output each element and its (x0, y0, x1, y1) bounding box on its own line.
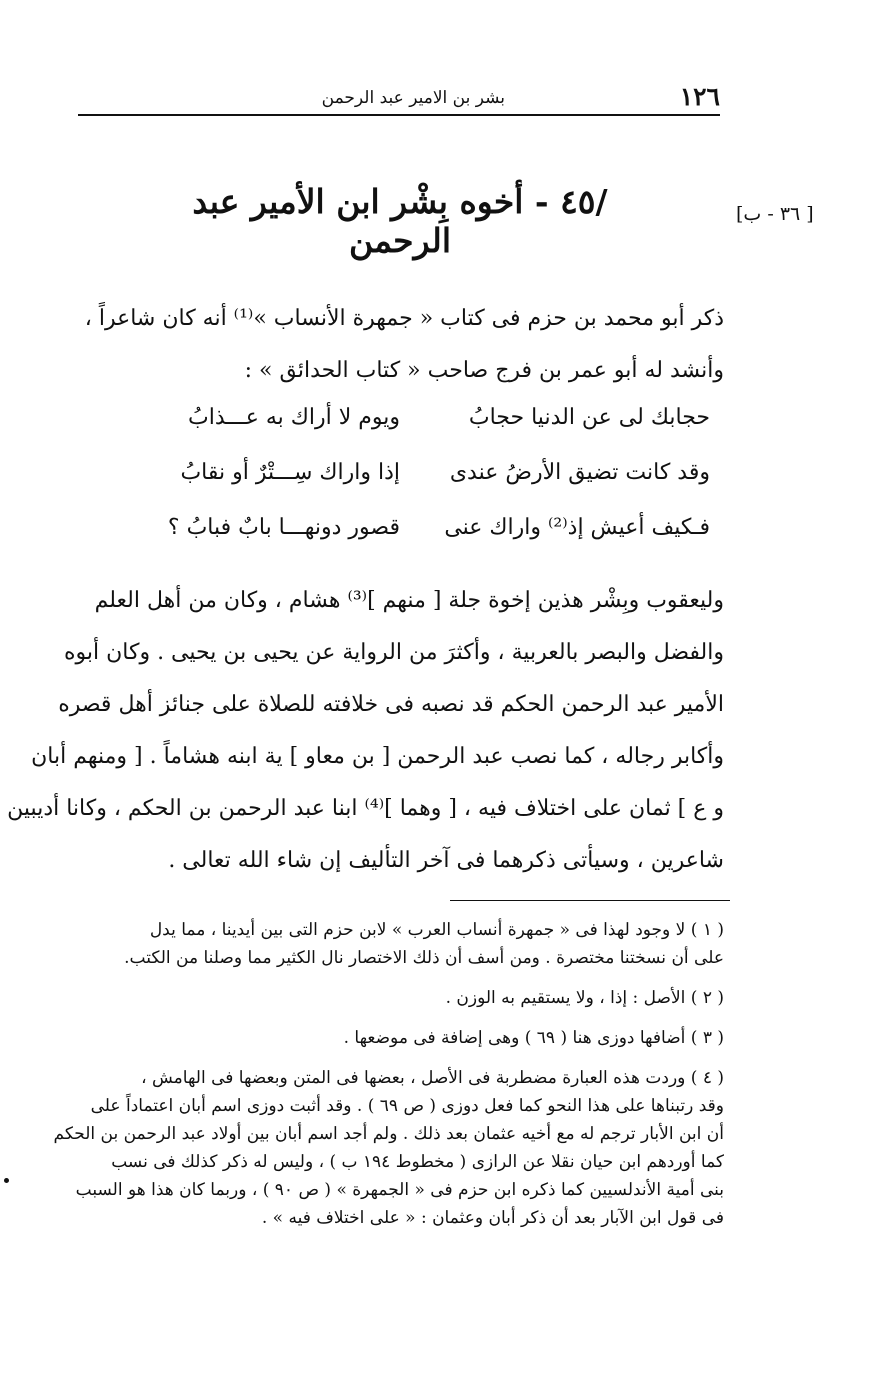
main-line: وأكابر رجاله ، كما نصب عبد الرحمن [ بن معاو ] ية ابنه هشاماً . [ ومنهم أبان (31, 744, 724, 769)
verse (90, 460, 710, 515)
footnote-line: فى قول ابن الآبار بعد أن ذكر أبان وعثمان : « على اختلاف فيه » . (261, 1208, 724, 1228)
chapter-title: /٤٥ - أخوه بِشْر ابن الأمير عبد الرحمن (192, 182, 608, 260)
footnote-line: أن ابن الأبار ترجم له مع أخيه عثمان بعد ذلك . ولم أجد اسم أبان بين أولاد عبد الرحمن بن الحكم (53, 1124, 724, 1144)
main-line: و ع ] ثمان على اختلاف فيه ، [ وهما ]⁽⁴⁾ ابنا عبد الرحمن بن الحكم ، وكانا أديبين (7, 796, 724, 821)
verse-first-hemistich: فـكيف أعيش إذ⁽²⁾ واراك عنى (444, 515, 710, 540)
main-line: والفضل والبصر بالعربية ، وأكثرَ من الرواية عن يحيى بن يحيى . وكان أبوه (64, 640, 724, 665)
main-line: شاعرين ، وسيأتى ذكرهما فى آخر التأليف إن شاء الله تعالى . (168, 848, 724, 873)
footnote-line: وقد رتبناها على هذا النحو كما فعل دوزى ( ص ٦٩ ) . وقد أثبت دوزى اسم أبان اعتماداً على (90, 1096, 724, 1116)
margin-reference: [ ٣٦ - ب] (736, 203, 814, 225)
footnote-line: كما أوردهم ابن حيان نقلا عن الرازى ( مخطوط ١٩٤ ب ) ، وليس له ذكر كذلك فى نسب (111, 1152, 724, 1172)
verse-second-hemistich: إذا واراك سِـــتْرٌ أو نقابُ (180, 460, 400, 485)
verse (90, 405, 710, 460)
footnote-separator (450, 900, 730, 901)
verse-first-hemistich: حجابك لى عن الدنيا حجابُ (468, 405, 710, 430)
running-title: بشر بن الامير عبد الرحمن (321, 88, 505, 108)
verse-first-hemistich: وقد كانت تضيق الأرضُ عندى (449, 460, 710, 485)
main-line: وليعقوب وبِشْر هذين إخوة جلة [ منهم ]⁽³⁾ هشام ، وكان من أهل العلم (94, 588, 724, 613)
poem (90, 405, 710, 570)
main-paragraph (7, 575, 724, 887)
intro-line: وأنشد له أبو عمر بن فرج صاحب « كتاب الحدائق » : (244, 358, 724, 383)
page-number: ١٢٦ (679, 82, 720, 111)
page-header (78, 82, 720, 112)
footnote-line: ( ٤ ) وردت هذه العبارة مضطربة فى الأصل ، بعضها فى المتن وبعضها فى الهامش ، (141, 1068, 724, 1088)
main-line: الأمير عبد الرحمن الحكم قد نصبه فى خلافته للصلاة على جنائز أهل قصره (58, 692, 724, 717)
footnote (56, 984, 724, 1012)
footnote-line: ( ٣ ) أضافها دوزى هنا ( ٦٩ ) وهى إضافة فى موضعها . (343, 1028, 724, 1048)
intro-line: ذكر أبو محمد بن حزم فى كتاب « جمهرة الأنساب »⁽¹⁾ أنه كان شاعراً ، (84, 306, 724, 331)
footnote (56, 1024, 724, 1052)
scan-speck (4, 1178, 9, 1183)
verse-second-hemistich: قصور دونهـــا بابٌ فبابُ ؟ (167, 515, 400, 540)
verse-second-hemistich: ويوم لا أراك به عـــذابُ (188, 405, 400, 430)
footnote (53, 1064, 724, 1232)
intro-paragraph (66, 293, 724, 397)
footnote-line: بنى أمية الأندلسيين كما ذكره ابن حزم فى « الجمهرة » ( ص ٩٠ ) ، وربما كان هذا هو السبب (75, 1180, 724, 1200)
verse (90, 515, 710, 570)
footnote-line: ( ٢ ) الأصل : إذا ، ولا يستقيم به الوزن . (445, 988, 724, 1008)
footnote-line: ( ١ ) لا وجود لهذا فى « جمهرة أنساب العرب » لابن حزم التى بين أيدينا ، مما يدل (149, 920, 724, 940)
footnotes (53, 916, 724, 1232)
footnote-line: على أن نسختنا مختصرة . ومن أسف أن ذلك الاختصار نال الكثير مما وصلنا من الكتب. (124, 948, 724, 968)
footnote (56, 916, 724, 972)
header-rule (78, 114, 720, 116)
